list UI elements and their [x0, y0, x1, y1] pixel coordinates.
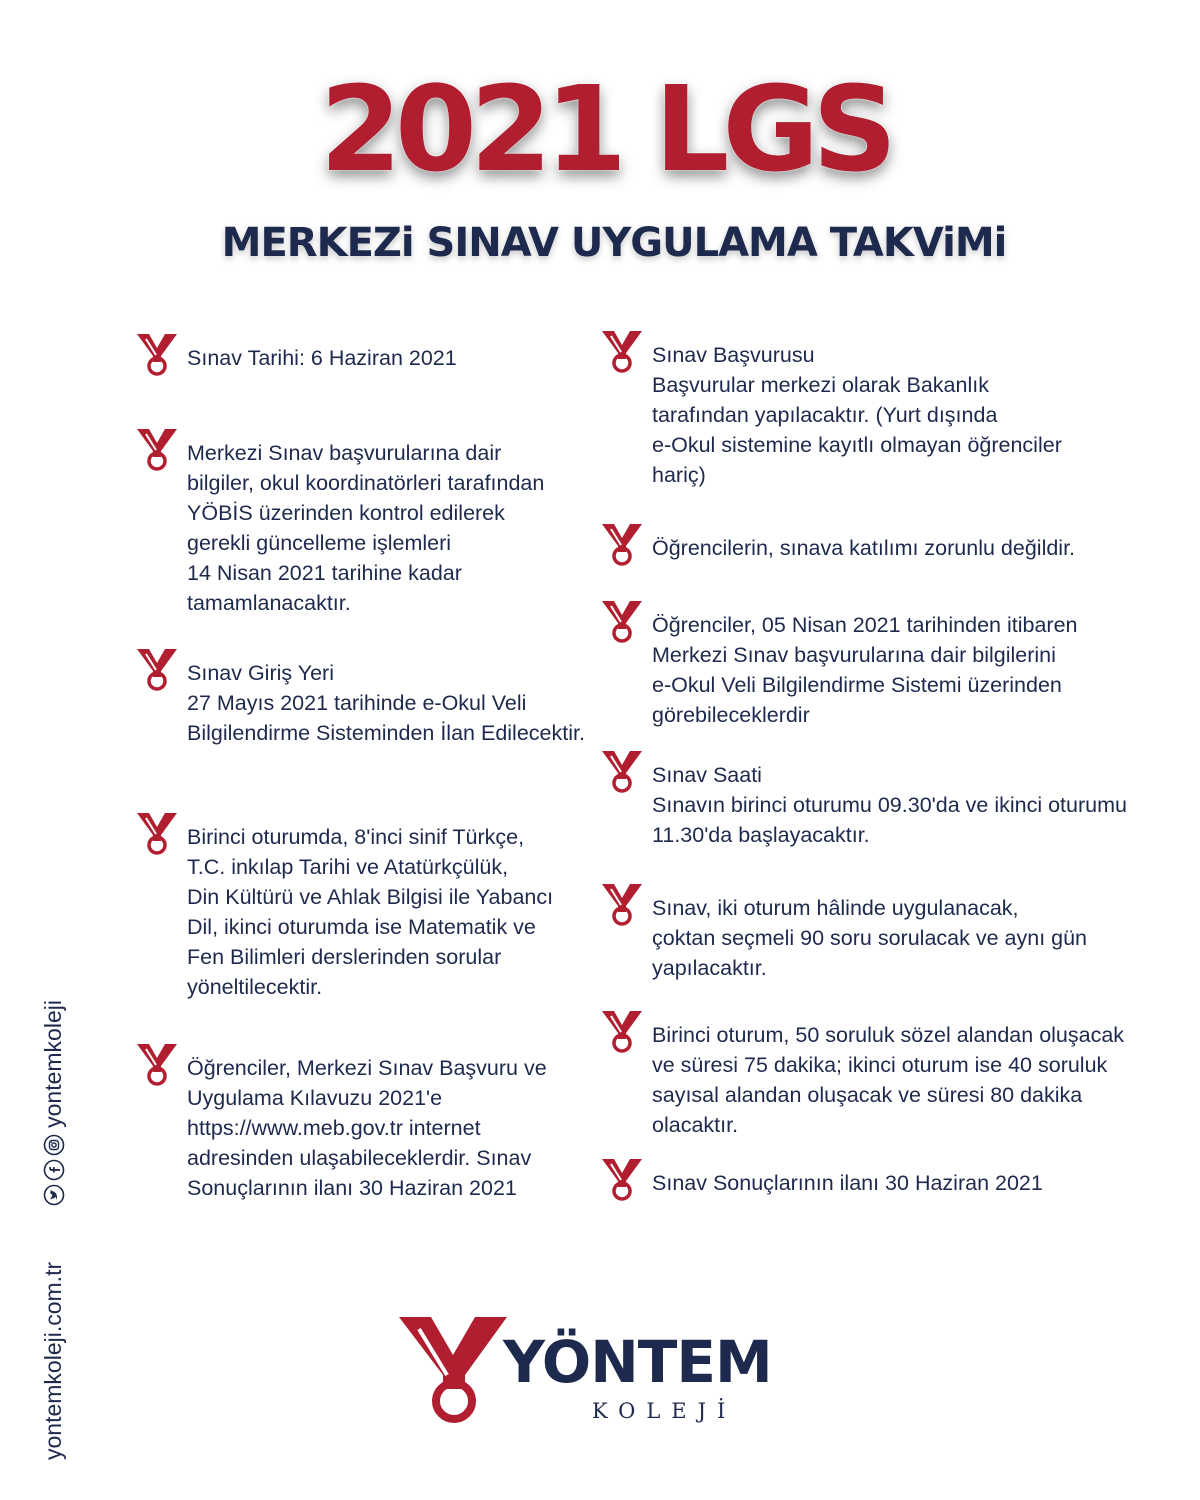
- page-subtitle: MERKEZi SINAV UYGULAMA TAKViMi: [221, 220, 1007, 266]
- yontem-y-bullet-icon: [600, 521, 644, 567]
- list-item: [135, 1053, 547, 1203]
- yontem-y-bullet-icon: [135, 331, 179, 377]
- yontem-y-bullet-icon: [600, 598, 644, 644]
- item-text: Sınav Saati Sınavın birinci oturumu 09.30'da ve ikinci oturumu 11.30'da başlayacaktır.: [652, 763, 1127, 847]
- instagram-icon[interactable]: [43, 1134, 65, 1156]
- item-text: Sınav Giriş Yeri 27 Mayıs 2021 tarihinde e-Okul Veli Bilgilendirme Sisteminden İlan Edilecektir.: [187, 661, 585, 745]
- yontem-y-bullet-icon: [135, 646, 179, 692]
- yontem-y-bullet-icon: [600, 1008, 644, 1054]
- item-text: Merkezi Sınav başvurularına dair bilgiler, okul koordinatörleri tarafından YÖBİS üzerinden kontrol edilerek gerekli güncelleme işlemleri 14 Nisan 2021 tarihine kadar tamamlanacaktır.: [187, 441, 545, 615]
- list-item: [600, 533, 1075, 567]
- brand-name: YÖNTEM: [503, 1328, 772, 1396]
- yontem-y-bullet-icon: [600, 328, 644, 374]
- list-item: [600, 1020, 1124, 1140]
- vertical-sidebar: [40, 960, 90, 1460]
- item-text: Öğrenciler, 05 Nisan 2021 tarihinden itibaren Merkezi Sınav başvurularına dair bilgilerini e-Okul Veli Bilgilendirme Sistemi üzerinden görebileceklerdir: [652, 613, 1078, 727]
- social-handle[interactable]: yontemkoleji: [40, 1000, 66, 1128]
- yontem-y-bullet-icon: [600, 1156, 644, 1202]
- item-text: Sınav Tarihi: 6 Haziran 2021: [187, 346, 457, 370]
- list-item: [600, 610, 1078, 730]
- list-item: [600, 893, 1087, 983]
- twitter-icon[interactable]: [43, 1184, 65, 1206]
- item-text: Öğrenciler, Merkezi Sınav Başvuru ve Uygulama Kılavuzu 2021'e https://www.meb.gov.tr internet adresinden ulaşabileceklerdir. Sınav Sonuçlarının ilanı 30 Haziran 2021: [187, 1056, 547, 1200]
- yontem-y-bullet-icon: [600, 881, 644, 927]
- list-item: [135, 658, 585, 748]
- item-text: Sınav, iki oturum hâlinde uygulanacak, çoktan seçmeli 90 soru sorulacak ve aynı gün yapılacaktır.: [652, 896, 1088, 980]
- yontem-y-bullet-icon: [600, 748, 644, 794]
- website-link[interactable]: yontemkoleji.com.tr: [40, 1261, 66, 1460]
- list-item: [135, 438, 544, 618]
- yontem-logo: [395, 1315, 815, 1425]
- brand-sub: KOLEJİ: [592, 1399, 737, 1423]
- item-text: Birinci oturumda, 8'inci sinif Türkçe, T.C. inkılap Tarihi ve Atatürkçülük, Din Kültürü ve Ahlak Bilgisi ile Yabancı Dil, ikinci oturumda ise Matematik ve Fen Bilimleri derslerinden sorular yöneltilecektir.: [187, 825, 554, 999]
- yontem-y-bullet-icon: [135, 810, 179, 856]
- item-text: Birinci oturum, 50 soruluk sözel alandan oluşacak ve süresi 75 dakika; ikinci oturum ise 40 soruluk sayısal alandan oluşacak ve süresi 80 dakika olacaktır.: [652, 1023, 1125, 1137]
- yontem-y-bullet-icon: [135, 1041, 179, 1087]
- list-item: [600, 760, 1127, 850]
- item-text: Sınav Sonuçlarının ilanı 30 Haziran 2021: [652, 1171, 1043, 1195]
- list-item: [135, 822, 553, 1002]
- social-icons: [43, 1134, 65, 1206]
- yontem-y-logo-icon: [395, 1315, 513, 1425]
- facebook-icon[interactable]: [43, 1159, 65, 1181]
- list-item: [600, 340, 1062, 490]
- page-title: 2021 LGS: [319, 60, 891, 198]
- list-item: [600, 1168, 1043, 1202]
- item-text: Öğrencilerin, sınava katılımı zorunlu değildir.: [652, 536, 1076, 560]
- list-item: [135, 343, 457, 377]
- yontem-y-bullet-icon: [135, 426, 179, 472]
- item-text: Sınav Başvurusu Başvurular merkezi olarak Bakanlık tarafından yapılacaktır. (Yurt dışında e-Okul sistemine kayıtlı olmayan öğrenciler hariç): [652, 343, 1062, 487]
